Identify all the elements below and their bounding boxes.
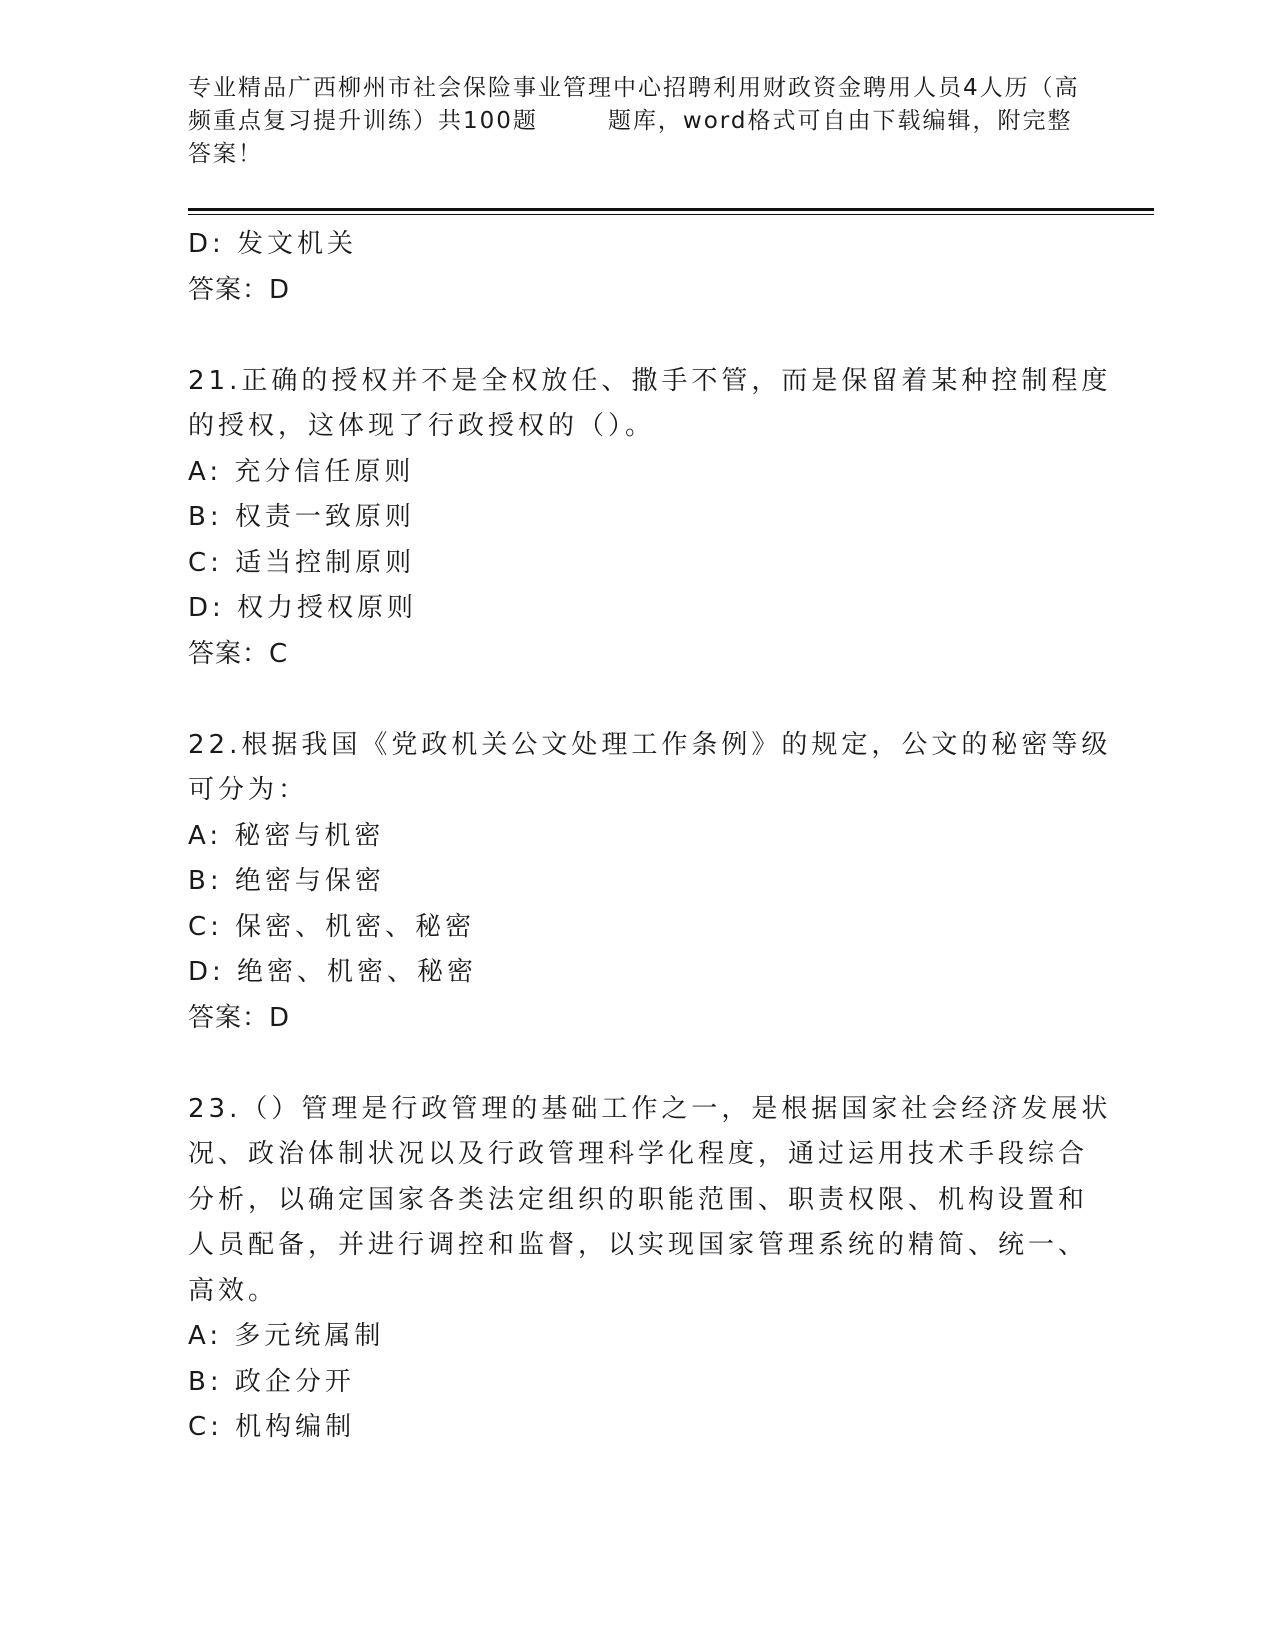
header-line-2-left: 频重点复习提升训练）共100题 <box>188 108 538 134</box>
question-stem-line: 21.正确的授权并不是全权放任、撒手不管，而是保留着某种控制程度 <box>188 365 1112 396</box>
question-stem-line: 的授权，这体现了行政授权的（）。 <box>188 411 656 441</box>
option-a: A: 秘密与机密 <box>188 820 385 851</box>
option-d: D: 绝密、机密、秘密 <box>188 957 478 987</box>
header-divider-thick <box>188 208 1154 211</box>
question-stem-line: 况、政治体制状况以及行政管理科学化程度，通过运用技术手段综合 <box>188 1139 1089 1169</box>
option-b: B: 绝密与保密 <box>188 866 385 896</box>
question-stem-line: 22.根据我国《党政机关公文处理工作条例》的规定，公文的秘密等级 <box>188 729 1112 760</box>
option-a: A: 充分信任原则 <box>188 456 415 487</box>
header-divider-thin <box>188 214 1154 215</box>
option-d: D: 发文机关 <box>188 229 358 259</box>
question-23 <box>188 1087 1112 1451</box>
option-b: B: 政企分开 <box>188 1366 355 1397</box>
option-c: C: 适当控制原则 <box>188 547 416 578</box>
question-21 <box>188 359 1112 678</box>
header-line-2 <box>188 105 1088 138</box>
answer: 答案：D <box>188 1002 291 1033</box>
question-stem-line: 人员配备，并进行调控和监督，以实现国家管理系统的精简、统一、 <box>188 1230 1089 1260</box>
header-line-1: 专业精品广西柳州市社会保险事业管理中心招聘利用财政资金聘用人员4人历（高 <box>188 75 1080 101</box>
answer: 答案：C <box>188 638 289 669</box>
header-line-2-right: 题库，word格式可自由下载编辑，附完整 <box>607 108 1073 134</box>
option-b: B: 权责一致原则 <box>188 502 415 532</box>
document-header <box>188 72 1088 171</box>
question-22 <box>188 723 1112 1042</box>
question-stem-line: 可分为： <box>188 775 309 805</box>
option-c: C: 机构编制 <box>188 1412 356 1442</box>
question-stem-line: 23.（）管理是行政管理的基础工作之一，是根据国家社会经济发展状 <box>188 1093 1112 1124</box>
answer: 答案：D <box>188 274 291 305</box>
option-d: D: 权力授权原则 <box>188 593 418 623</box>
option-a: A: 多元统属制 <box>188 1321 385 1351</box>
header-line-3: 答案！ <box>188 141 263 167</box>
option-c: C: 保密、机密、秘密 <box>188 911 476 942</box>
question-content <box>188 222 1112 1451</box>
question-stem-line: 高效。 <box>188 1275 279 1306</box>
question-stem-line: 分析，以确定国家各类法定组织的职能范围、职责权限、机构设置和 <box>188 1184 1089 1215</box>
